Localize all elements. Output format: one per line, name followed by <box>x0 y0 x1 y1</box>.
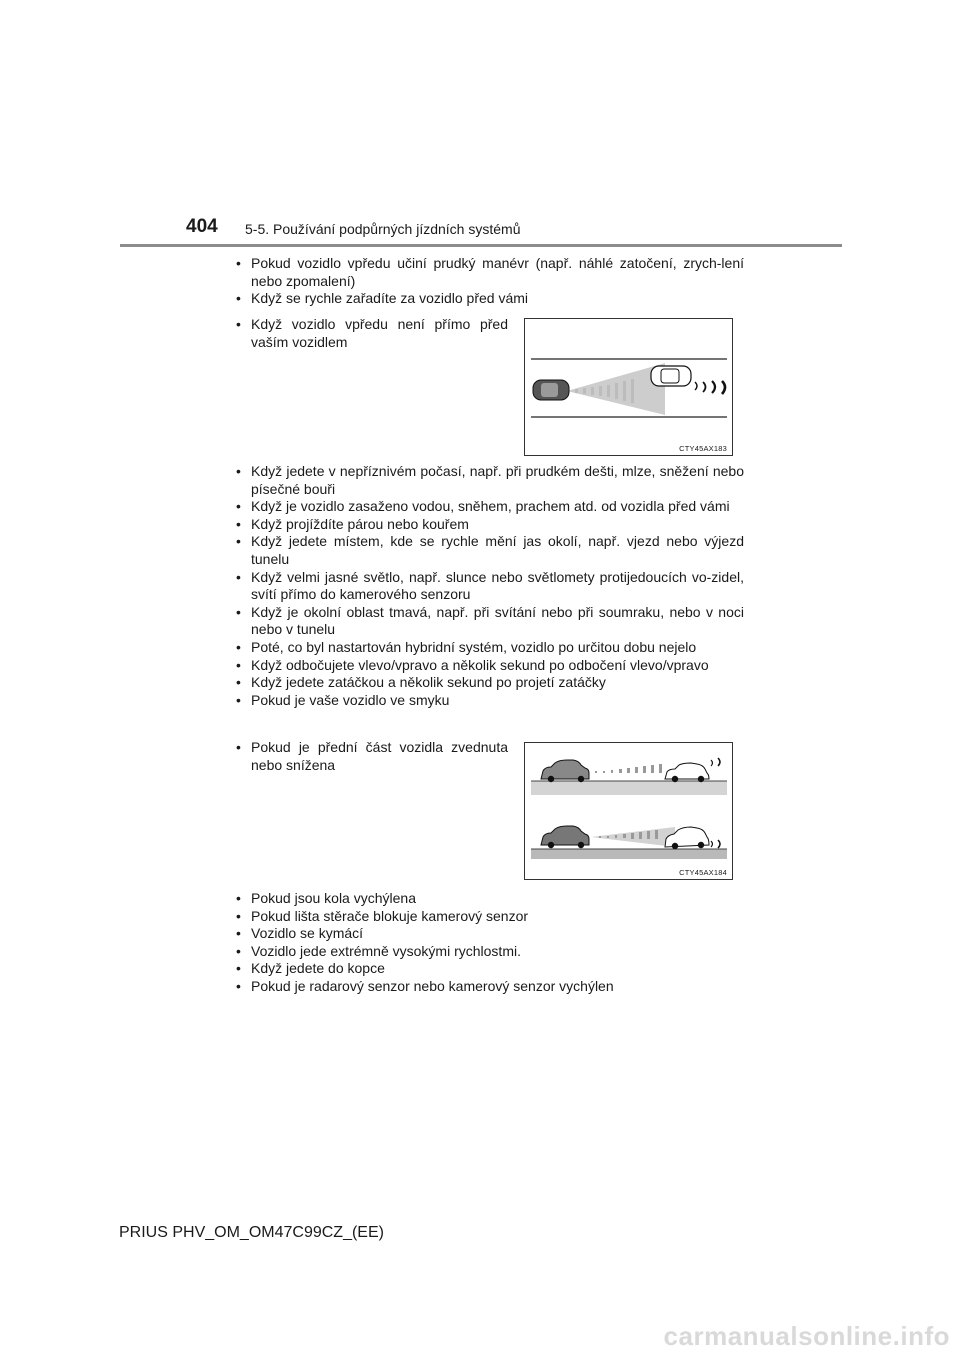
list-item: • Pokud je radarový senzor nebo kamerový senzor vychýlen <box>236 978 744 996</box>
footer-doc-code: PRIUS PHV_OM_OM47C99CZ_(EE) <box>119 1224 384 1241</box>
bullet-list-2 <box>236 316 508 351</box>
list-item: • Když vozidlo vpředu není přímo před vaším vozidlem <box>236 316 508 351</box>
road-surface-lower <box>531 849 727 859</box>
list-item: • Vozidlo jede extrémně vysokými rychlostmi. <box>236 943 744 961</box>
own-car-icon <box>533 380 569 400</box>
list-item: • Když se rychle zařadíte za vozidlo před vámi <box>236 290 744 308</box>
list-item: • Když jedete místem, kde se rychle mění jas okolí, např. vjezd nebo výjezd tunelu <box>236 533 744 568</box>
wave-arcs-upper <box>711 758 720 766</box>
road-surface-upper <box>531 781 727 795</box>
header-divider <box>120 244 842 247</box>
list-item: • Pokud je přední část vozidla zvednuta nebo snížena <box>236 739 508 774</box>
list-item: • Když jedete zatáčkou a několik sekund po projetí zatáčky <box>236 674 744 692</box>
list-item: • Když jedete v nepříznivém počasí, např. při prudkém dešti, mlze, sněžení nebo písečné bouři <box>236 463 744 498</box>
list-item: • Vozidlo se kymácí <box>236 925 744 943</box>
bullet-list-4 <box>236 739 508 774</box>
list-item: • Pokud jsou kola vychýlena <box>236 890 744 908</box>
figure-code: CTY45AX183 <box>679 444 727 453</box>
list-item: • Když odbočujete vlevo/vpravo a několik sekund po odbočení vlevo/vpravo <box>236 657 744 675</box>
figure-raised-lowered-front <box>524 742 733 880</box>
wave-marks-upper <box>595 764 662 773</box>
wave-arcs <box>695 381 725 394</box>
preceding-car-icon-upper <box>665 763 709 782</box>
offset-vehicle-illustration <box>525 319 732 455</box>
watermark: carmanualsonline.info <box>663 1321 950 1351</box>
figure-offset-vehicle <box>524 318 733 456</box>
page-number: 404 <box>186 216 218 237</box>
list-item: • Pokud je vaše vozidlo ve smyku <box>236 692 744 710</box>
bullet-list-1 <box>236 255 744 308</box>
list-item: • Když projíždíte párou nebo kouřem <box>236 516 744 534</box>
own-car-icon-lower <box>541 826 589 848</box>
list-item: • Když jedete do kopce <box>236 960 744 978</box>
list-item: • Když je vozidlo zasaženo vodou, sněhem, prachem atd. od vozidla před vámi <box>236 498 744 516</box>
list-item: • Když velmi jasné světlo, např. slunce nebo světlomety protijedoucích vo-zidel, svítí přímo do kamerového senzoru <box>236 569 744 604</box>
list-item: • Pokud lišta stěrače blokuje kamerový senzor <box>236 908 744 926</box>
own-car-icon-upper <box>541 760 589 782</box>
bullet-list-3 <box>236 463 744 709</box>
list-item: • Pokud vozidlo vpředu učiní prudký manévr (např. náhlé zatočení, zrych-lení nebo zpomalení) <box>236 255 744 290</box>
wave-arcs-lower <box>711 840 720 848</box>
raised-lowered-illustration <box>525 743 732 879</box>
figure-code: CTY45AX184 <box>679 868 727 877</box>
bullet-list-5 <box>236 890 744 996</box>
preceding-car-icon <box>651 366 691 386</box>
list-item: • Když je okolní oblast tmavá, např. při svítání nebo při soumraku, nebo v noci nebo v tunelu <box>236 604 744 639</box>
section-title: 5-5. Používání podpůrných jízdních systémů <box>245 221 521 237</box>
list-item: • Poté, co byl nastartován hybridní systém, vozidlo po určitou dobu nejelo <box>236 639 744 657</box>
